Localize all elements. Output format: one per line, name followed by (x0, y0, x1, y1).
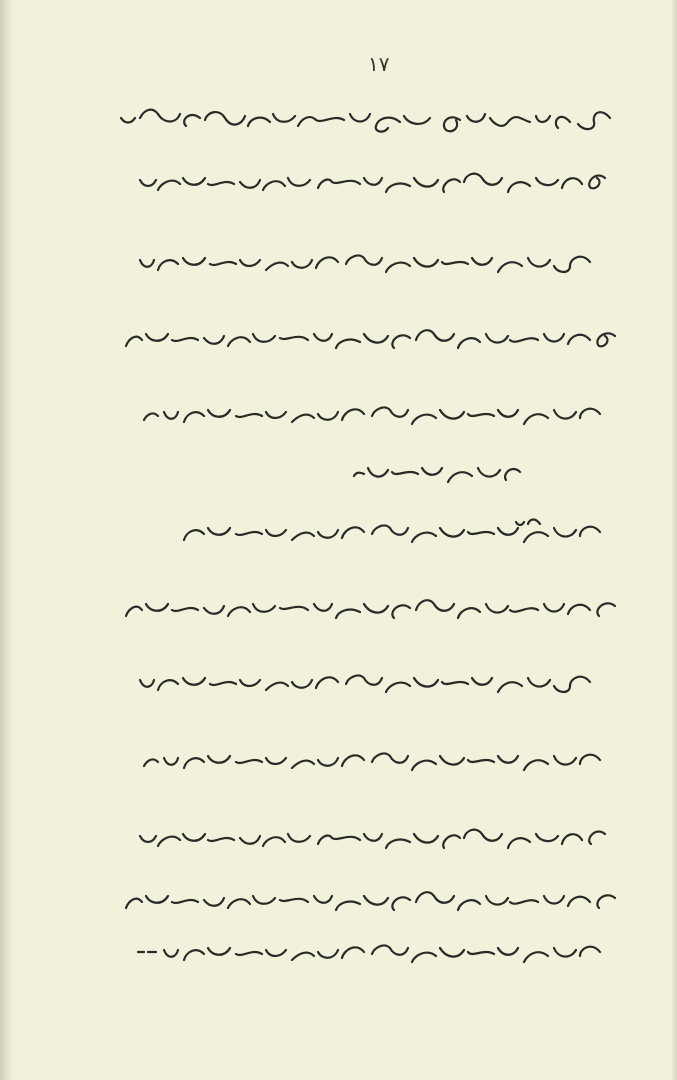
handwritten-line (140, 174, 605, 192)
binding-edge (0, 0, 14, 1080)
handwritten-line (126, 892, 615, 910)
page-number: ۱۷ (368, 52, 390, 76)
handwritten-line (144, 754, 600, 770)
handwritten-line (184, 520, 600, 543)
handwritten-line (140, 830, 605, 848)
handwritten-line (354, 468, 520, 482)
handwritten-line (140, 676, 590, 692)
handwritten-line (121, 110, 610, 132)
handwritten-line (138, 946, 600, 962)
handwritten-text (120, 80, 620, 980)
handwritten-line (126, 330, 615, 348)
page-edge (671, 0, 677, 1080)
handwritten-line (140, 256, 590, 272)
handwritten-line (126, 600, 615, 618)
handwritten-line (144, 408, 600, 424)
